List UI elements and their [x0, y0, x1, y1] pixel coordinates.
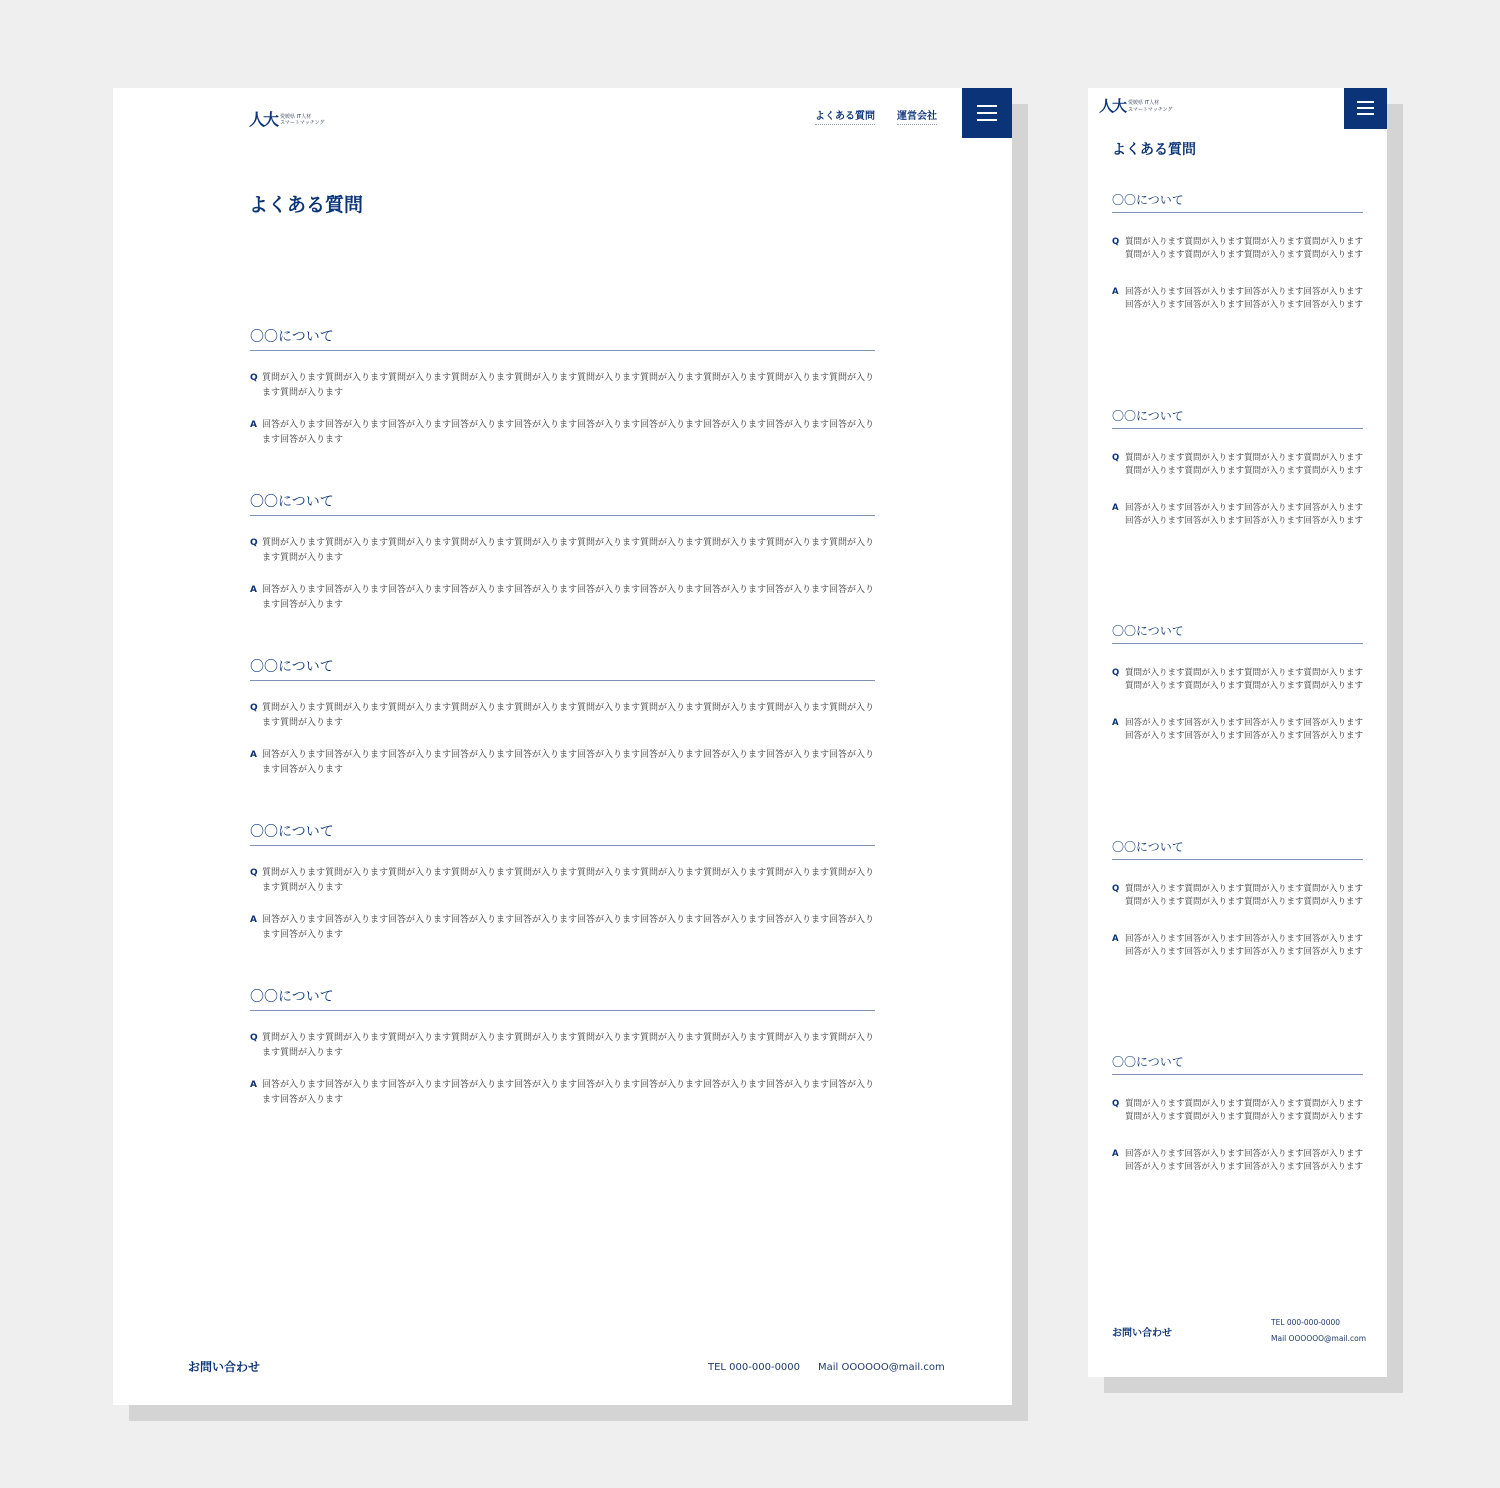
faq-answer [250, 583, 875, 613]
faq-section [250, 982, 875, 1147]
faq-answer [1112, 1148, 1363, 1174]
faq-section [1112, 618, 1363, 834]
faq-question [250, 866, 875, 896]
hamburger-icon-bottom-bar [977, 119, 997, 121]
question-label: Q [250, 1033, 258, 1043]
faq-answer [1112, 502, 1363, 528]
section-title: 〇〇について [1112, 1049, 1363, 1075]
header-nav [815, 107, 937, 125]
logo-mark-icon: 人大 [249, 110, 278, 129]
section-title: 〇〇について [250, 322, 875, 351]
footer-tel[interactable]: TEL 000-000-0000 [708, 1362, 801, 1373]
page-title: よくある質問 [1112, 142, 1196, 158]
hamburger-icon-middle-bar [1357, 107, 1374, 109]
logo-line-1: 愛媛県 IT人材 [280, 113, 312, 120]
faq-answer [250, 913, 875, 943]
nav-link-faq[interactable]: よくある質問 [815, 107, 875, 125]
question-label: Q [250, 538, 258, 548]
faq-section [250, 322, 875, 487]
question-label: Q [1112, 237, 1120, 247]
question-text: 質問が入ります質問が入ります質問が入ります質問が入ります質問が入ります質問が入ります質問が入ります質問が入ります質問が入ります質問が入ります質問が入ります [262, 1033, 875, 1058]
nav-link-company[interactable]: 運営会社 [897, 107, 937, 125]
answer-text: 回答が入ります回答が入ります回答が入ります回答が入ります回答が入ります回答が入ります回答が入ります回答が入ります回答が入ります回答が入ります回答が入ります [262, 585, 875, 610]
question-text: 質問が入ります質問が入ります質問が入ります質問が入ります質問が入ります質問が入ります質問が入ります質問が入ります質問が入ります質問が入ります質問が入ります [262, 538, 875, 563]
answer-label: A [1112, 287, 1119, 297]
footer-tel[interactable]: TEL 000-000-0000 [1271, 1318, 1341, 1327]
section-title: 〇〇について [1112, 834, 1363, 860]
hamburger-icon-bottom-bar [1357, 113, 1374, 115]
question-label: Q [250, 868, 258, 878]
section-title: 〇〇について [250, 487, 875, 516]
answer-label: A [250, 1080, 257, 1090]
menu-button[interactable] [1344, 88, 1387, 129]
logo-text [1128, 100, 1172, 113]
answer-label: A [250, 420, 257, 430]
faq-section [1112, 403, 1363, 619]
question-text: 質問が入ります質問が入ります質問が入ります質問が入ります質問が入ります質問が入ります質問が入ります質問が入ります [1125, 237, 1364, 260]
answer-text: 回答が入ります回答が入ります回答が入ります回答が入ります回答が入ります回答が入ります回答が入ります回答が入ります回答が入ります回答が入ります回答が入ります [262, 915, 875, 940]
faq-section [1112, 187, 1363, 403]
faq-sections [250, 322, 875, 1147]
question-label: Q [1112, 883, 1120, 894]
faq-answer [250, 418, 875, 448]
hamburger-icon [1357, 101, 1374, 103]
faq-question [1112, 667, 1363, 693]
question-text: 質問が入ります質問が入ります質問が入ります質問が入ります質問が入ります質問が入ります質問が入ります質問が入ります質問が入ります質問が入ります質問が入ります [262, 703, 875, 728]
hamburger-icon [977, 105, 997, 107]
logo-line-2: スマートマッチング [1128, 106, 1173, 113]
faq-answer [1112, 286, 1363, 312]
answer-label: A [1112, 1149, 1119, 1159]
question-text: 質問が入ります質問が入ります質問が入ります質問が入ります質問が入ります質問が入ります質問が入ります質問が入ります [1125, 883, 1364, 907]
section-title: 〇〇について [250, 982, 875, 1011]
footer-contact-title: お問い合わせ [188, 1360, 261, 1374]
answer-text: 回答が入ります回答が入ります回答が入ります回答が入ります回答が入ります回答が入ります回答が入ります回答が入ります [1125, 718, 1364, 741]
question-label: Q [250, 373, 258, 383]
answer-label: A [250, 750, 257, 760]
section-title: 〇〇について [1112, 187, 1363, 213]
answer-text: 回答が入ります回答が入ります回答が入ります回答が入ります回答が入ります回答が入ります回答が入ります回答が入ります回答が入ります回答が入ります回答が入ります [262, 750, 875, 775]
answer-text: 回答が入ります回答が入ります回答が入ります回答が入ります回答が入ります回答が入ります回答が入ります回答が入ります [1125, 1149, 1364, 1172]
answer-label: A [250, 915, 257, 925]
question-text: 質問が入ります質問が入ります質問が入ります質問が入ります質問が入ります質問が入ります質問が入ります質問が入ります質問が入ります質問が入ります質問が入ります [262, 373, 875, 398]
question-text: 質問が入ります質問が入ります質問が入ります質問が入ります質問が入ります質問が入ります質問が入ります質問が入ります質問が入ります質問が入ります質問が入ります [262, 868, 875, 893]
answer-text: 回答が入ります回答が入ります回答が入ります回答が入ります回答が入ります回答が入ります回答が入ります回答が入ります [1125, 287, 1364, 310]
faq-sections [1112, 187, 1363, 1265]
answer-text: 回答が入ります回答が入ります回答が入ります回答が入ります回答が入ります回答が入ります回答が入ります回答が入ります回答が入ります回答が入ります回答が入ります [262, 1080, 875, 1105]
logo-mark-icon: 人大 [1099, 97, 1126, 115]
footer-mail[interactable]: Mail OOOOOO@mail.com [1271, 1334, 1367, 1343]
faq-answer [1112, 717, 1363, 743]
faq-section [250, 487, 875, 652]
answer-label: A [250, 585, 257, 595]
menu-button[interactable] [962, 88, 1012, 138]
footer-contact-title: お問い合わせ [1112, 1328, 1172, 1339]
faq-answer [250, 748, 875, 778]
question-label: Q [250, 703, 258, 713]
footer-mail[interactable]: Mail OOOOOO@mail.com [818, 1362, 945, 1373]
faq-question [250, 1031, 875, 1061]
question-label: Q [1112, 452, 1120, 463]
site-logo[interactable] [1099, 99, 1172, 114]
question-text: 質問が入ります質問が入ります質問が入ります質問が入ります質問が入ります質問が入ります質問が入ります質問が入ります [1125, 668, 1364, 691]
answer-label: A [1112, 502, 1119, 513]
page-title: よくある質問 [249, 194, 364, 216]
section-title: 〇〇について [1112, 618, 1363, 644]
logo-text [280, 114, 324, 127]
mobile-page-frame [1088, 88, 1387, 1377]
question-text: 質問が入ります質問が入ります質問が入ります質問が入ります質問が入ります質問が入ります質問が入ります質問が入ります [1125, 1099, 1364, 1122]
logo-line-1: 愛媛県 IT人材 [1128, 100, 1160, 107]
section-title: 〇〇について [1112, 403, 1363, 429]
faq-section [250, 652, 875, 817]
faq-answer [250, 1078, 875, 1108]
answer-text: 回答が入ります回答が入ります回答が入ります回答が入ります回答が入ります回答が入ります回答が入ります回答が入ります回答が入ります回答が入ります回答が入ります [262, 420, 875, 445]
faq-section [250, 817, 875, 982]
desktop-page-frame [113, 88, 1012, 1405]
section-title: 〇〇について [250, 652, 875, 681]
faq-answer [1112, 933, 1363, 959]
question-label: Q [1112, 668, 1120, 678]
faq-question [1112, 236, 1363, 262]
answer-text: 回答が入ります回答が入ります回答が入ります回答が入ります回答が入ります回答が入ります回答が入ります回答が入ります [1125, 502, 1364, 526]
hamburger-icon-middle-bar [977, 112, 997, 114]
site-logo[interactable] [249, 112, 324, 128]
section-title: 〇〇について [250, 817, 875, 846]
question-text: 質問が入ります質問が入ります質問が入ります質問が入ります質問が入ります質問が入ります質問が入ります質問が入ります [1125, 452, 1364, 476]
faq-question [250, 536, 875, 566]
faq-question [1112, 452, 1363, 478]
answer-label: A [1112, 933, 1119, 944]
answer-label: A [1112, 718, 1119, 728]
faq-question [250, 701, 875, 731]
logo-line-2: スマートマッチング [280, 120, 325, 126]
faq-question [1112, 883, 1363, 909]
question-label: Q [1112, 1099, 1120, 1109]
faq-question [250, 371, 875, 401]
faq-section [1112, 1049, 1363, 1265]
answer-text: 回答が入ります回答が入ります回答が入ります回答が入ります回答が入ります回答が入ります回答が入ります回答が入ります [1125, 933, 1364, 957]
faq-section [1112, 834, 1363, 1050]
faq-question [1112, 1098, 1363, 1124]
